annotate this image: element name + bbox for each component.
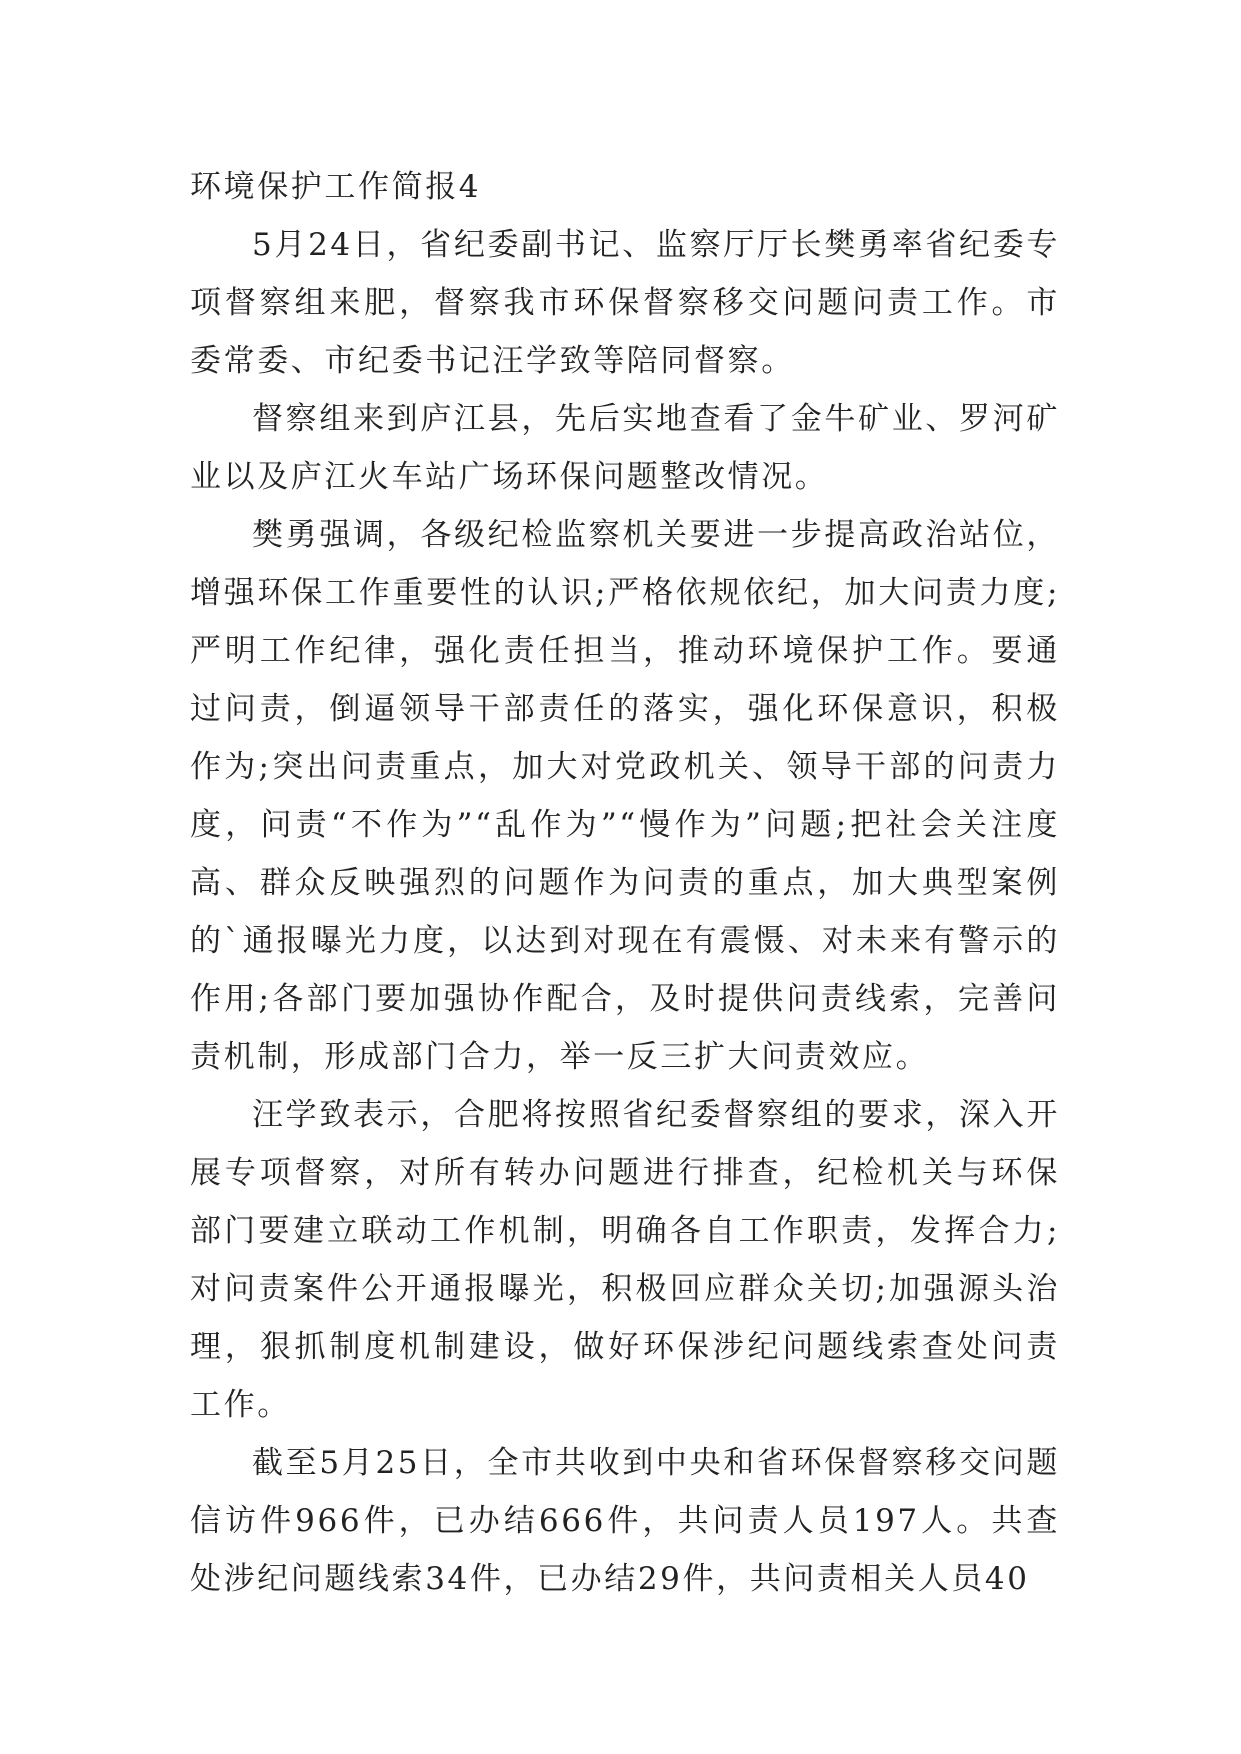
paragraph-site-inspection: 督察组来到庐江县，先后实地查看了金牛矿业、罗河矿业以及庐江火车站广场环保问题整改情况。: [190, 401, 1060, 495]
document-body: [190, 158, 1060, 1608]
paragraph-statistics: 截至5月25日，全市共收到中央和省环保督察移交问题信访件966件，已办结666件，共问责人员197人。共查处涉纪问题线索34件，已办结29件，共问责相关人员40: [190, 1445, 1060, 1597]
paragraph-inspection-visit: 5月24日，省纪委副书记、监察厅厅长樊勇率省纪委专项督察组来肥，督察我市环保督察移交问题问责工作。市委常委、市纪委书记汪学致等陪同督察。: [190, 227, 1060, 379]
document-title: 环境保护工作简报4: [190, 169, 482, 205]
paragraph-wang-xuezhi-remarks: 汪学致表示，合肥将按照省纪委督察组的要求，深入开展专项督察，对所有转办问题进行排查，纪检机关与环保部门要建立联动工作机制，明确各自工作职责，发挥合力;对问责案件公开通报曝光，积极回应群众关切;加强源头治理，狠抓制度机制建设，做好环保涉纪问题线索查处问责工作。: [190, 1097, 1060, 1423]
paragraph-fan-yong-remarks: 樊勇强调，各级纪检监察机关要进一步提高政治站位，增强环保工作重要性的认识;严格依规依纪，加大问责力度;严明工作纪律，强化责任担当，推动环境保护工作。要通过问责，倒逼领导干部责任的落实，强化环保意识，积极作为;突出问责重点，加大对党政机关、领导干部的问责力度，问责“不作为”“乱作为”“慢作为”问题;把社会关注度高、群众反映强烈的问题作为问责的重点，加大典型案例的`通报曝光力度，以达到对现在有震慑、对未来有警示的作用;各部门要加强协作配合，及时提供问责线索，完善问责机制，形成部门合力，举一反三扩大问责效应。: [190, 517, 1060, 1075]
